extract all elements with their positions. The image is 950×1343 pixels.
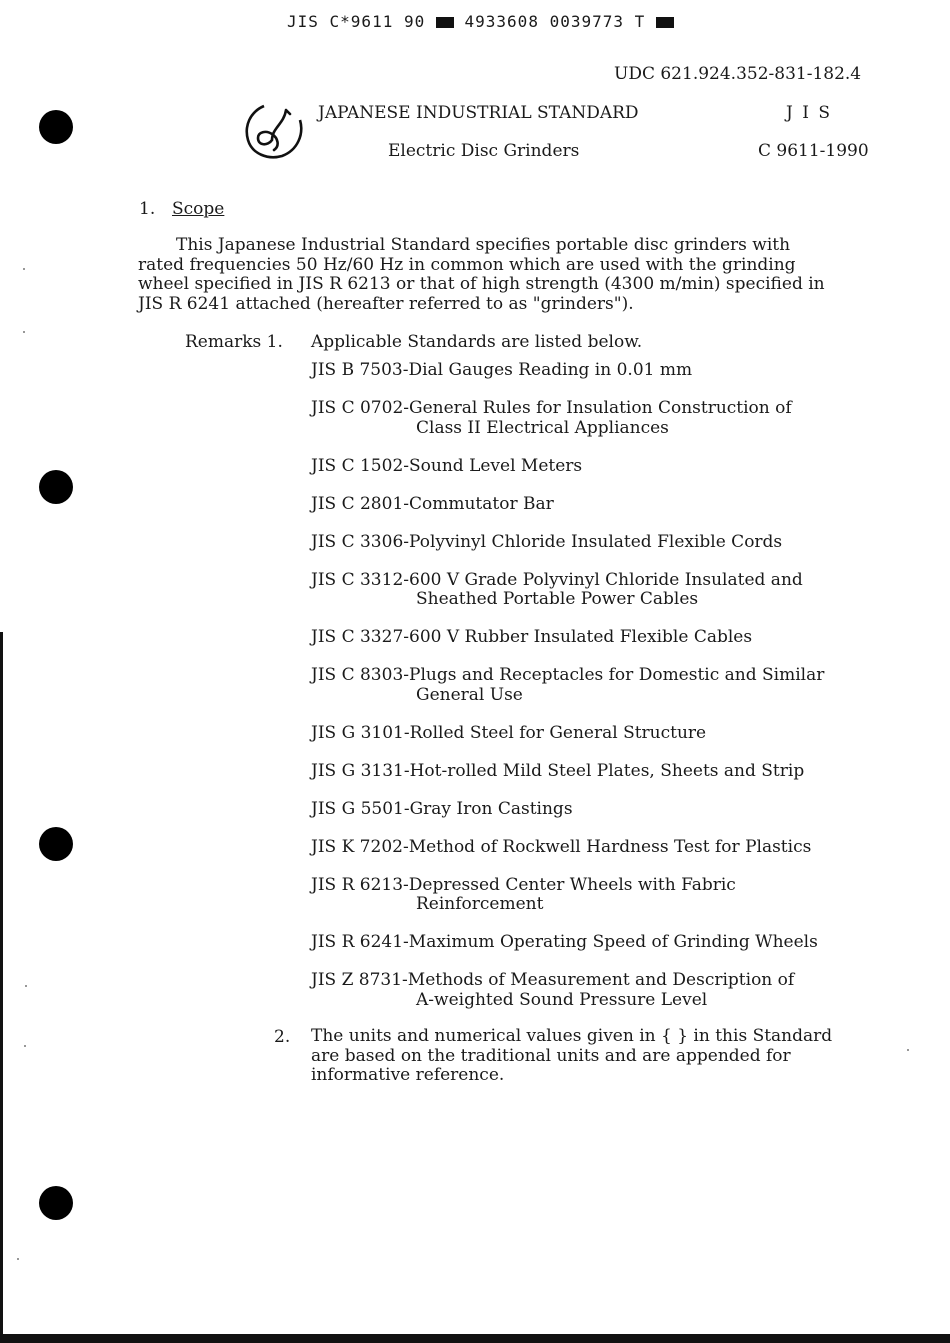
reference-text: JIS C 8303-Plugs and Receptacles for Domestic and Similar — [311, 665, 825, 685]
scope-number: 1. — [139, 199, 156, 219]
remarks-label: Remarks 1. — [185, 332, 283, 352]
reference-item — [311, 800, 911, 820]
remarks-intro: Applicable Standards are listed below. — [311, 332, 643, 352]
reference-text: JIS C 2801-Commutator Bar — [311, 493, 554, 514]
reference-text-continued: Sheathed Portable Power Cables — [416, 589, 699, 609]
reference-text: JIS C 0702-General Rules for Insulation Construction of — [311, 398, 792, 418]
note-2-line: are based on the traditional units and are appended for — [311, 1045, 791, 1066]
scan-speck — [25, 985, 27, 987]
udc-number: UDC 621.924.352-831-182.4 — [614, 64, 862, 84]
jis-mark-logo-icon — [242, 100, 306, 162]
note-2-number: 2. — [274, 1027, 291, 1047]
reference-item — [311, 971, 911, 1010]
reference-text-continued: General Use — [416, 684, 523, 705]
scan-speck — [24, 1045, 26, 1047]
reference-item — [311, 399, 911, 438]
reference-item — [311, 628, 911, 648]
reference-item — [311, 361, 911, 381]
reference-item — [311, 724, 911, 744]
reference-item — [311, 762, 911, 782]
binder-hole — [39, 470, 73, 504]
reference-text: JIS R 6241-Maximum Operating Speed of Grinding Wheels — [311, 932, 818, 952]
scan-left-edge — [0, 632, 3, 1343]
reference-list — [311, 361, 911, 1029]
reference-text: JIS G 3101-Rolled Steel for General Structure — [311, 722, 707, 743]
note-2-line: informative reference. — [311, 1065, 505, 1085]
reference-text: JIS C 3312-600 V Grade Polyvinyl Chloride Insulated and — [311, 569, 803, 590]
scan-code-text: JIS C*9611 90 — [287, 12, 426, 31]
reference-text: JIS G 5501-Gray Iron Castings — [311, 798, 573, 819]
reference-text: JIS C 3327-600 V Rubber Insulated Flexible Cables — [311, 627, 753, 647]
scan-speck — [23, 331, 25, 333]
binder-hole — [39, 1186, 73, 1220]
scope-heading: Scope — [172, 199, 225, 219]
standard-subject: Electric Disc Grinders — [388, 141, 580, 161]
scope-line: This Japanese Industrial Standard specifies portable disc grinders with — [176, 235, 791, 255]
reference-text: JIS C 1502-Sound Level Meters — [311, 455, 583, 476]
scan-speck — [23, 268, 25, 270]
scan-bottom-edge — [0, 1334, 950, 1343]
reference-item — [311, 533, 911, 553]
scan-speck — [17, 1258, 19, 1260]
reference-text: JIS B 7503-Dial Gauges Reading in 0.01 mm — [311, 360, 693, 380]
reference-item — [311, 666, 911, 705]
reference-item — [311, 838, 911, 858]
reference-text: JIS K 7202-Method of Rockwell Hardness Test for Plastics — [311, 836, 812, 857]
scan-block-mark — [436, 17, 454, 28]
standard-code: C 9611-1990 — [758, 141, 869, 161]
reference-text-continued: Reinforcement — [416, 894, 544, 914]
scope-line: rated frequencies 50 Hz/60 Hz in common which are used with the grinding — [138, 254, 796, 275]
scope-paragraph — [138, 236, 825, 314]
reference-item — [311, 876, 911, 915]
binder-hole — [39, 110, 73, 144]
scan-code-tail: 4933608 0039773 T — [464, 12, 646, 31]
scan-header-code — [287, 12, 674, 31]
note-2-line: The units and numerical values given in { } in this Standard — [311, 1026, 833, 1046]
jis-label: J I S — [786, 103, 832, 123]
scope-line: JIS R 6241 attached (hereafter referred to as "grinders"). — [138, 293, 634, 314]
reference-item — [311, 571, 911, 610]
scan-speck — [907, 1049, 909, 1051]
reference-text: JIS C 3306-Polyvinyl Chloride Insulated Flexible Cords — [311, 531, 783, 552]
reference-item — [311, 495, 911, 515]
scope-line: wheel specified in JIS R 6213 or that of high strength (4300 m/min) specified in — [138, 274, 825, 294]
binder-hole — [39, 827, 73, 861]
reference-text: JIS Z 8731-Methods of Measurement and Description of — [311, 970, 795, 990]
note-2-paragraph — [311, 1027, 832, 1086]
reference-item — [311, 933, 911, 953]
reference-text: JIS G 3131-Hot-rolled Mild Steel Plates, Sheets and Strip — [311, 760, 805, 781]
reference-text-continued: A-weighted Sound Pressure Level — [416, 989, 708, 1010]
reference-item — [311, 457, 911, 477]
scan-block-mark — [656, 17, 674, 28]
reference-text: JIS R 6213-Depressed Center Wheels with Fabric — [311, 874, 736, 895]
standard-title: JAPANESE INDUSTRIAL STANDARD — [318, 103, 639, 123]
reference-text-continued: Class II Electrical Appliances — [416, 417, 669, 438]
